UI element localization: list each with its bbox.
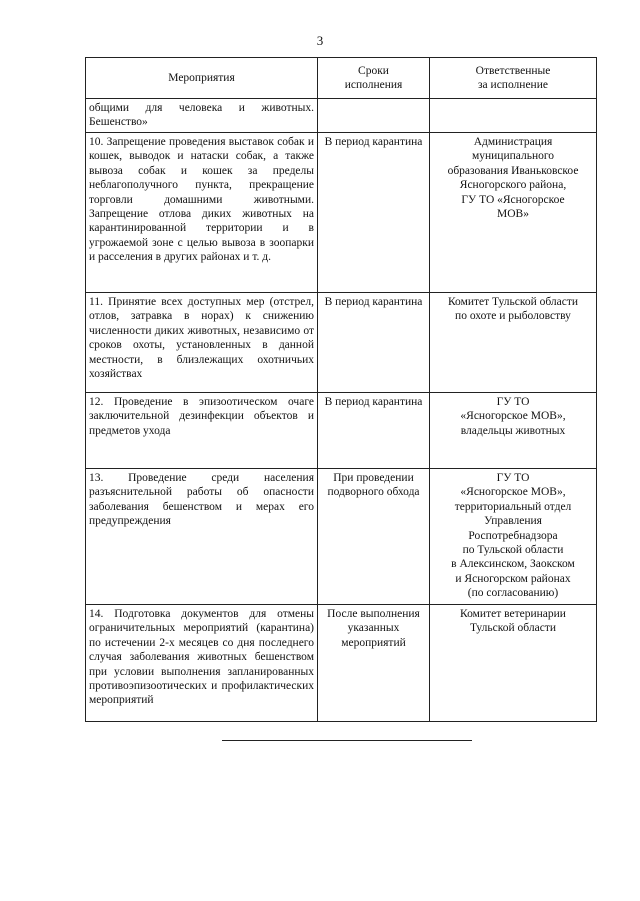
table-row [86,393,597,469]
responsible-line: Комитет Тульской области [447,296,579,308]
activity-cell: 12. Проведение в эпизоотическом очаге заключительной дезинфекции объектов и предметов ухода [86,393,318,469]
activity-cell: 11. Принятие всех доступных мер (отстрел, отлов, затравка в норах) к снижению численности диких животных, независимо от сроков охоты, установленных в данной местности, в близлежащих охотничьих хозяйствах [86,293,318,393]
responsible-line: муниципального [471,150,555,163]
term-cell: В период карантина [318,133,430,293]
table-row [86,469,597,605]
responsible-line: владельцы животных [460,424,566,437]
header-responsible: Ответственные за исполнение [430,58,597,99]
responsible-line: Тульской области [469,622,556,635]
table-row [86,133,597,293]
table-row [86,99,597,133]
responsible-cell [430,293,597,393]
header-terms: Сроки исполнения [318,58,430,99]
responsible-line: Комитет ветеринарии [460,608,566,620]
activity-cell: 14. Подготовка документов для отмены ограничительных мероприятий (карантина) по истечении 2-х месяцев со дня последнего случая заболевания животных бешенством при условии выполнения запланированных противоэпизоотических и профилактических мероприятий [86,605,318,722]
responsible-line: ГУ ТО «Ясногорское [461,193,565,206]
activity-cell: 13. Проведение среди населения разъяснительной работы об опасности заболевания бешенством и мерах его предупреждения [86,469,318,605]
responsible-cell [430,469,597,605]
activity-cell: общими для человека и животных. Бешенство» [86,99,318,133]
responsible-line: Администрация [473,136,553,148]
term-cell: При проведении подворного обхода [318,469,430,605]
responsible-line: территориальный отдел [454,500,572,513]
responsible-cell [430,393,597,469]
responsible-line: ГУ ТО [496,472,530,484]
responsible-cell [430,605,597,722]
responsible-line: по охоте и рыболовству [455,310,571,323]
responsible-line: ГУ ТО [496,396,530,408]
term-cell [318,99,430,133]
term-cell: После выполнения указанных мероприятий [318,605,430,722]
responsible-line: Ясногорского района, [459,179,567,192]
responsible-line: по Тульской области [462,544,564,557]
header-activities: Мероприятия [86,58,318,99]
page-number: 3 [316,33,324,48]
activity-cell: 10. Запрещение проведения выставок собак и кошек, выводок и натаски собак, а также вывоза собак и кошек за пределы неблагополучного пункта, прекращение торговли домашними животными. Запрещение отлова диких животных на карантинированной территории и в угрожаемой зоне с целью вывоза в зоопарки и расселения в других районах и т. д. [86,133,318,293]
term-cell: В период карантина [318,293,430,393]
responsible-line: в Алексинском, Заокском [451,558,575,571]
responsible-line: МОВ» [497,208,529,221]
closing-rule [222,740,472,741]
responsible-line: «Ясногорское МОВ», [460,410,566,423]
responsible-line: «Ясногорское МОВ», [460,486,566,499]
responsible-cell [430,133,597,293]
activities-table [85,57,597,722]
table-row [86,293,597,393]
responsible-line: образования Иваньковское [447,164,579,177]
term-cell: В период карантина [318,393,430,469]
table-header-row [86,58,597,99]
responsible-line: и Ясногорском районах [455,572,571,585]
responsible-cell [430,99,597,133]
responsible-line: Управления [484,515,542,528]
responsible-line: (по согласованию) [467,587,559,600]
table-row [86,605,597,722]
responsible-line: Роспотребнадзора [468,529,558,542]
